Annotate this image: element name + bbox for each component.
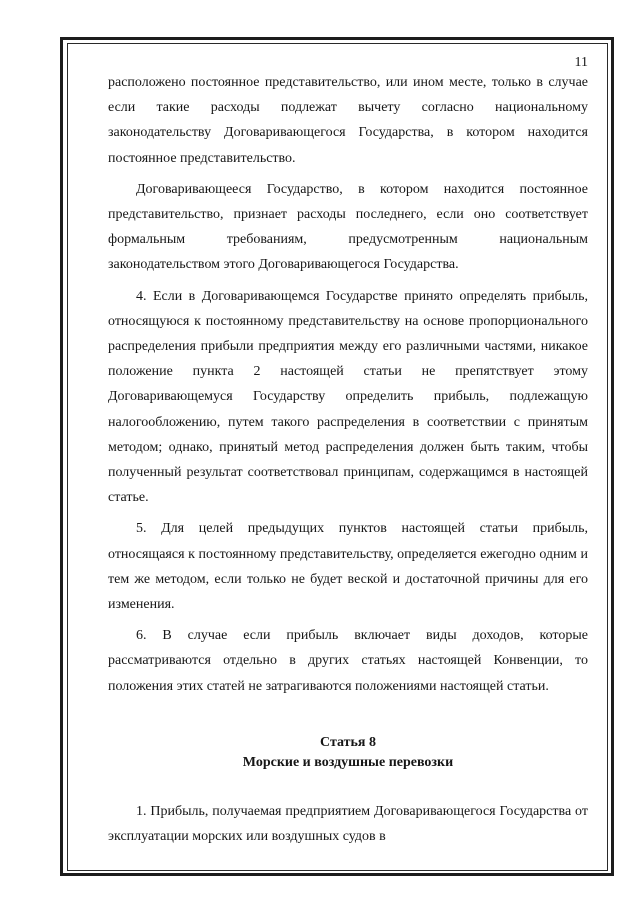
article-number: Статья 8 bbox=[320, 734, 376, 750]
document-body bbox=[108, 70, 588, 849]
paragraph-item-6: 6. В случае если прибыль включает виды доходов, которые рассматриваются отдельно в других статьях настоящей Конвенции, то положения этих статей не затрагиваются положениями настоящей статьи. bbox=[108, 628, 588, 694]
paragraph-expense-recognition: Договаривающееся Государство, в котором находится постоянное представительство, признает расходы последнего, если оно соответствует формальным требованиям, предусмотренным национальным законодательством этого Договаривающегося Государства. bbox=[108, 181, 588, 273]
article-heading bbox=[108, 733, 588, 773]
paragraph-item-4: 4. Если в Договаривающемся Государстве принято определять прибыль, относящуюся к постоянному представительству на основе пропорционального распределения прибыли предприятия между его различными частями, никакое положение пункта 2 настоящей статьи не препятствует этому Договаривающемуся Государству определить прибыль, подлежащую налогообложению, путем такого распределения в соответствии с принятым методом; однако, принятый метод распределения должен быть таким, чтобы полученный результат соответствовал принципам, содержащимся в настоящей статье. bbox=[108, 288, 588, 506]
article-8-paragraph-1: 1. Прибыль, получаемая предприятием Договаривающегося Государства от эксплуатации морских или воздушных судов в bbox=[108, 803, 588, 845]
paragraph-item-5: 5. Для целей предыдущих пунктов настоящей статьи прибыль, относящаяся к постоянному представительству, определяется ежегодно одним и тем же методом, если только не будет веской и достаточной причины для его изменения. bbox=[108, 521, 588, 613]
article-title: Морские и воздушные перевозки bbox=[242, 754, 454, 770]
paragraph-continuation: расположено постоянное представительство, или ином месте, только в случае если такие расходы подлежат вычету согласно национальному законодательству Договаривающегося Государства, в котором находится постоянное представительство. bbox=[108, 75, 588, 166]
page-number: 11 bbox=[574, 55, 588, 70]
